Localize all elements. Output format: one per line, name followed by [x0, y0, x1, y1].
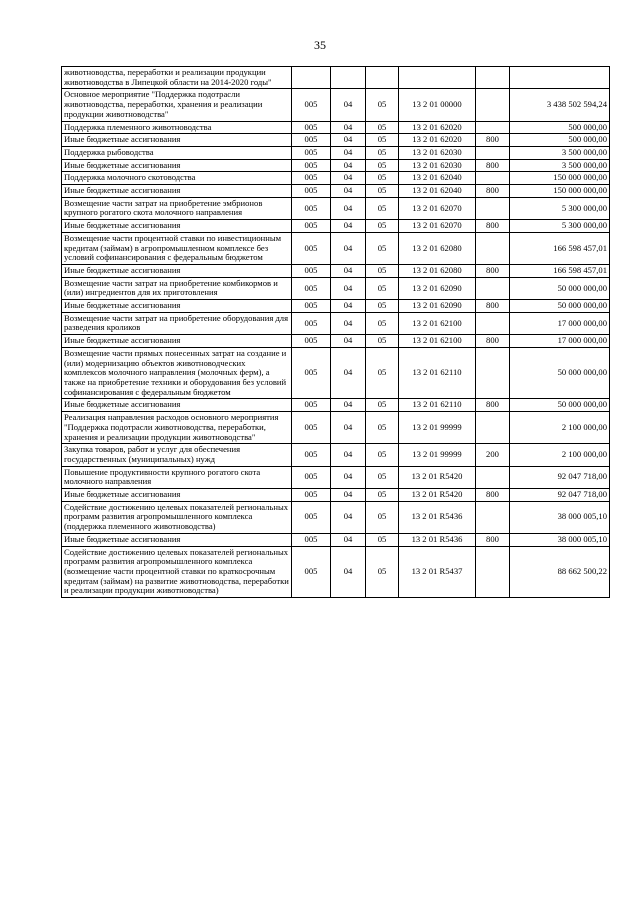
- expense-type-cell: [476, 412, 510, 444]
- section-code-cell: 04: [331, 399, 366, 412]
- section-code-cell: 04: [331, 489, 366, 502]
- table-row: [62, 546, 610, 598]
- expense-type-cell: 800: [476, 185, 510, 198]
- amount-cell: 500 000,00: [510, 134, 610, 147]
- department-code-cell: 005: [292, 335, 331, 348]
- expense-type-cell: [476, 312, 510, 334]
- amount-cell: 150 000 000,00: [510, 185, 610, 198]
- row-name-cell: Иные бюджетные ассигнования: [62, 134, 292, 147]
- amount-cell: 50 000 000,00: [510, 277, 610, 299]
- section-code-cell: 04: [331, 172, 366, 185]
- row-name-cell: Иные бюджетные ассигнования: [62, 264, 292, 277]
- budget-table: [61, 66, 610, 598]
- expense-type-cell: [476, 277, 510, 299]
- section-code-cell: 04: [331, 466, 366, 488]
- department-code-cell: 005: [292, 159, 331, 172]
- department-code-cell: 005: [292, 399, 331, 412]
- subsection-code-cell: 05: [366, 501, 399, 533]
- target-article-cell: 13 2 01 62030: [399, 146, 476, 159]
- row-name-cell: Поддержка племенного животноводства: [62, 121, 292, 134]
- row-name-cell: Основное мероприятие "Поддержка подотрасли животноводства, переработки, хранения и реализации продукции животноводства": [62, 89, 292, 121]
- expense-type-cell: 800: [476, 220, 510, 233]
- target-article-cell: 13 2 01 99999: [399, 444, 476, 466]
- amount-cell: 38 000 005,10: [510, 501, 610, 533]
- department-code-cell: 005: [292, 264, 331, 277]
- subsection-code-cell: 05: [366, 220, 399, 233]
- target-article-cell: 13 2 01 62020: [399, 121, 476, 134]
- table-row: [62, 277, 610, 299]
- row-name-cell: Возмещение части процентной ставки по инвестиционным кредитам (займам) в агропромышленном комплексе без условий софинансирования с федеральным бюджетом: [62, 232, 292, 264]
- target-article-cell: 13 2 01 62080: [399, 264, 476, 277]
- department-code-cell: 005: [292, 146, 331, 159]
- section-code-cell: 04: [331, 220, 366, 233]
- target-article-cell: 13 2 01 R5436: [399, 533, 476, 546]
- target-article-cell: 13 2 01 62090: [399, 300, 476, 313]
- amount-cell: 88 662 500,22: [510, 546, 610, 598]
- department-code-cell: 005: [292, 444, 331, 466]
- department-code-cell: 005: [292, 134, 331, 147]
- department-code-cell: 005: [292, 489, 331, 502]
- subsection-code-cell: 05: [366, 159, 399, 172]
- target-article-cell: 13 2 01 R5420: [399, 466, 476, 488]
- row-name-cell: животноводства, переработки и реализации продукции животноводства в Липецкой области на 2014-2020 годы": [62, 67, 292, 89]
- table-row: [62, 347, 610, 399]
- expense-type-cell: 800: [476, 134, 510, 147]
- amount-cell: 150 000 000,00: [510, 172, 610, 185]
- target-article-cell: 13 2 01 99999: [399, 412, 476, 444]
- row-name-cell: Поддержка рыбоводства: [62, 146, 292, 159]
- amount-cell: 166 598 457,01: [510, 264, 610, 277]
- amount-cell: 92 047 718,00: [510, 466, 610, 488]
- subsection-code-cell: 05: [366, 466, 399, 488]
- amount-cell: 3 500 000,00: [510, 146, 610, 159]
- target-article-cell: 13 2 01 62100: [399, 335, 476, 348]
- subsection-code-cell: 05: [366, 146, 399, 159]
- section-code-cell: 04: [331, 412, 366, 444]
- row-name-cell: Повышение продуктивности крупного рогатого скота молочного направления: [62, 466, 292, 488]
- department-code-cell: 005: [292, 197, 331, 219]
- section-code-cell: 04: [331, 264, 366, 277]
- row-name-cell: Иные бюджетные ассигнования: [62, 399, 292, 412]
- target-article-cell: 13 2 01 62110: [399, 399, 476, 412]
- row-name-cell: Возмещение части затрат на приобретение комбикормов и (или) ингредиентов для их приготовления: [62, 277, 292, 299]
- table-row: [62, 412, 610, 444]
- expense-type-cell: [476, 172, 510, 185]
- department-code-cell: 005: [292, 501, 331, 533]
- target-article-cell: 13 2 01 62040: [399, 172, 476, 185]
- section-code-cell: 04: [331, 533, 366, 546]
- section-code-cell: 04: [331, 121, 366, 134]
- table-row: [62, 89, 610, 121]
- amount-cell: 3 500 000,00: [510, 159, 610, 172]
- subsection-code-cell: 05: [366, 197, 399, 219]
- table-row: [62, 466, 610, 488]
- row-name-cell: Закупка товаров, работ и услуг для обеспечения государственных (муниципальных) нужд: [62, 444, 292, 466]
- expense-type-cell: [476, 232, 510, 264]
- target-article-cell: 13 2 01 R5437: [399, 546, 476, 598]
- table-row: [62, 146, 610, 159]
- row-name-cell: Иные бюджетные ассигнования: [62, 220, 292, 233]
- row-name-cell: Реализация направления расходов основного мероприятия "Поддержка подотрасли животноводства, переработки, хранения и реализации продукции животноводства": [62, 412, 292, 444]
- target-article-cell: 13 2 01 62040: [399, 185, 476, 198]
- amount-cell: 50 000 000,00: [510, 399, 610, 412]
- department-code-cell: 005: [292, 412, 331, 444]
- row-name-cell: Поддержка молочного скотоводства: [62, 172, 292, 185]
- department-code-cell: 005: [292, 220, 331, 233]
- row-name-cell: Иные бюджетные ассигнования: [62, 185, 292, 198]
- table-row: [62, 134, 610, 147]
- table-row: [62, 121, 610, 134]
- department-code-cell: 005: [292, 89, 331, 121]
- section-code-cell: 04: [331, 546, 366, 598]
- department-code-cell: 005: [292, 466, 331, 488]
- subsection-code-cell: 05: [366, 335, 399, 348]
- table-row: [62, 335, 610, 348]
- expense-type-cell: 800: [476, 489, 510, 502]
- table-row: [62, 172, 610, 185]
- table-row: [62, 399, 610, 412]
- department-code-cell: 005: [292, 277, 331, 299]
- table-row: [62, 185, 610, 198]
- target-article-cell: 13 2 01 62020: [399, 134, 476, 147]
- row-name-cell: Возмещение части затрат на приобретение эмбрионов крупного рогатого скота молочного направления: [62, 197, 292, 219]
- row-name-cell: Возмещение части затрат на приобретение оборудования для разведения кроликов: [62, 312, 292, 334]
- section-code-cell: 04: [331, 347, 366, 399]
- expense-type-cell: [476, 89, 510, 121]
- expense-type-cell: 800: [476, 159, 510, 172]
- subsection-code-cell: 05: [366, 264, 399, 277]
- amount-cell: 17 000 000,00: [510, 312, 610, 334]
- amount-cell: 50 000 000,00: [510, 347, 610, 399]
- table-row: [62, 533, 610, 546]
- section-code-cell: 04: [331, 335, 366, 348]
- department-code-cell: 005: [292, 121, 331, 134]
- expense-type-cell: 800: [476, 399, 510, 412]
- table-row: [62, 312, 610, 334]
- section-code-cell: 04: [331, 159, 366, 172]
- expense-type-cell: [476, 347, 510, 399]
- section-code-cell: 04: [331, 300, 366, 313]
- amount-cell: 5 300 000,00: [510, 197, 610, 219]
- row-name-cell: Иные бюджетные ассигнования: [62, 489, 292, 502]
- table-row: [62, 501, 610, 533]
- subsection-code-cell: 05: [366, 232, 399, 264]
- expense-type-cell: [476, 466, 510, 488]
- target-article-cell: 13 2 01 62070: [399, 220, 476, 233]
- department-code-cell: 005: [292, 172, 331, 185]
- row-name-cell: Иные бюджетные ассигнования: [62, 335, 292, 348]
- department-code-cell: 005: [292, 185, 331, 198]
- subsection-code-cell: 05: [366, 546, 399, 598]
- section-code-cell: 04: [331, 277, 366, 299]
- subsection-code-cell: 05: [366, 444, 399, 466]
- subsection-code-cell: 05: [366, 277, 399, 299]
- expense-type-cell: [476, 67, 510, 89]
- table-row: [62, 232, 610, 264]
- subsection-code-cell: 05: [366, 300, 399, 313]
- amount-cell: 3 438 502 594,24: [510, 89, 610, 121]
- amount-cell: 5 300 000,00: [510, 220, 610, 233]
- department-code-cell: 005: [292, 300, 331, 313]
- subsection-code-cell: 05: [366, 347, 399, 399]
- subsection-code-cell: [366, 67, 399, 89]
- section-code-cell: 04: [331, 185, 366, 198]
- expense-type-cell: [476, 146, 510, 159]
- department-code-cell: [292, 67, 331, 89]
- subsection-code-cell: 05: [366, 412, 399, 444]
- row-name-cell: Иные бюджетные ассигнования: [62, 300, 292, 313]
- subsection-code-cell: 05: [366, 185, 399, 198]
- table-row: [62, 197, 610, 219]
- table-row: [62, 159, 610, 172]
- amount-cell: 166 598 457,01: [510, 232, 610, 264]
- table-row: [62, 67, 610, 89]
- section-code-cell: 04: [331, 444, 366, 466]
- subsection-code-cell: 05: [366, 134, 399, 147]
- target-article-cell: 13 2 01 62080: [399, 232, 476, 264]
- amount-cell: 500 000,00: [510, 121, 610, 134]
- row-name-cell: Иные бюджетные ассигнования: [62, 159, 292, 172]
- section-code-cell: 04: [331, 134, 366, 147]
- row-name-cell: Содействие достижению целевых показателей региональных программ развития агропромышленного комплекса (поддержка племенного животноводства): [62, 501, 292, 533]
- amount-cell: 2 100 000,00: [510, 412, 610, 444]
- row-name-cell: Возмещение части прямых понесенных затрат на создание и (или) модернизацию объектов животноводческих комплексов молочного направления (молочных ферм), а также на приобретение техники и оборудования без условий софинансирования с федеральным бюджетом: [62, 347, 292, 399]
- expense-type-cell: [476, 197, 510, 219]
- section-code-cell: 04: [331, 197, 366, 219]
- subsection-code-cell: 05: [366, 312, 399, 334]
- page-number: 35: [314, 38, 326, 52]
- subsection-code-cell: 05: [366, 489, 399, 502]
- amount-cell: [510, 67, 610, 89]
- row-name-cell: Иные бюджетные ассигнования: [62, 533, 292, 546]
- expense-type-cell: 800: [476, 335, 510, 348]
- section-code-cell: 04: [331, 501, 366, 533]
- expense-type-cell: 800: [476, 264, 510, 277]
- section-code-cell: 04: [331, 146, 366, 159]
- expense-type-cell: 200: [476, 444, 510, 466]
- target-article-cell: 13 2 01 R5420: [399, 489, 476, 502]
- table-row: [62, 220, 610, 233]
- target-article-cell: 13 2 01 00000: [399, 89, 476, 121]
- expense-type-cell: [476, 546, 510, 598]
- table-row: [62, 264, 610, 277]
- amount-cell: 2 100 000,00: [510, 444, 610, 466]
- target-article-cell: [399, 67, 476, 89]
- amount-cell: 92 047 718,00: [510, 489, 610, 502]
- target-article-cell: 13 2 01 62100: [399, 312, 476, 334]
- amount-cell: 38 000 005,10: [510, 533, 610, 546]
- section-code-cell: 04: [331, 312, 366, 334]
- amount-cell: 50 000 000,00: [510, 300, 610, 313]
- subsection-code-cell: 05: [366, 172, 399, 185]
- subsection-code-cell: 05: [366, 399, 399, 412]
- section-code-cell: 04: [331, 232, 366, 264]
- table-row: [62, 300, 610, 313]
- subsection-code-cell: 05: [366, 89, 399, 121]
- department-code-cell: 005: [292, 312, 331, 334]
- target-article-cell: 13 2 01 62030: [399, 159, 476, 172]
- table-body: [62, 67, 610, 598]
- section-code-cell: 04: [331, 89, 366, 121]
- expense-type-cell: [476, 121, 510, 134]
- department-code-cell: 005: [292, 533, 331, 546]
- subsection-code-cell: 05: [366, 533, 399, 546]
- expense-type-cell: [476, 501, 510, 533]
- table-row: [62, 489, 610, 502]
- department-code-cell: 005: [292, 232, 331, 264]
- target-article-cell: 13 2 01 62110: [399, 347, 476, 399]
- department-code-cell: 005: [292, 546, 331, 598]
- expense-type-cell: 800: [476, 300, 510, 313]
- target-article-cell: 13 2 01 62070: [399, 197, 476, 219]
- table-row: [62, 444, 610, 466]
- target-article-cell: 13 2 01 62090: [399, 277, 476, 299]
- department-code-cell: 005: [292, 347, 331, 399]
- target-article-cell: 13 2 01 R5436: [399, 501, 476, 533]
- expense-type-cell: 800: [476, 533, 510, 546]
- subsection-code-cell: 05: [366, 121, 399, 134]
- amount-cell: 17 000 000,00: [510, 335, 610, 348]
- row-name-cell: Содействие достижению целевых показателей региональных программ развития агропромышленного комплекса (возмещение части процентной ставки по краткосрочным кредитам (займам) на развитие животноводства, переработки и реализации продукции животноводства): [62, 546, 292, 598]
- section-code-cell: [331, 67, 366, 89]
